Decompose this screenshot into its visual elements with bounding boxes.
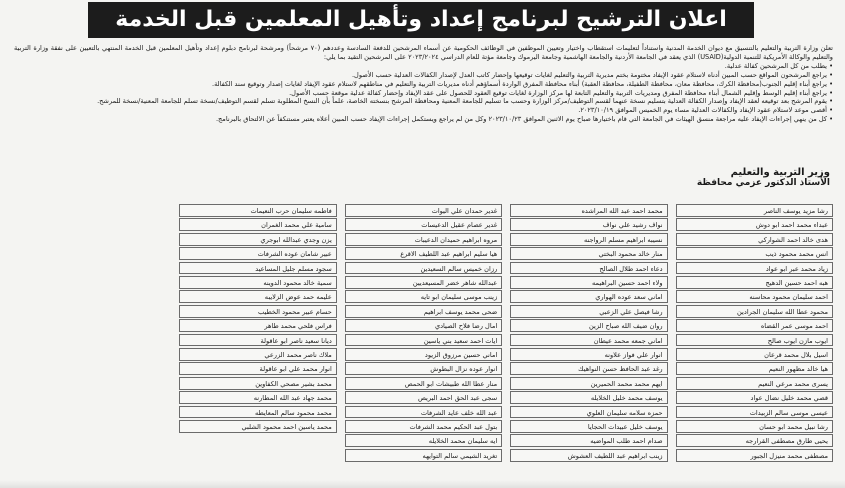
candidate-name-cell: هبه احمد حسين الدهيج — [676, 276, 833, 289]
candidate-name-cell: قصي محمد خليل نضال عواد — [676, 391, 833, 404]
minister-title: وزير التربية والتعليم — [730, 167, 830, 178]
candidate-name-cell: غدير حمدان علي اليوات — [345, 204, 502, 217]
candidate-name-cell: اماني سعد عوده الهواري — [510, 290, 667, 303]
candidate-name-cell: زياد محمد عبر ابو عواد — [676, 262, 833, 275]
candidate-name-cell: مروه ابراهيم حميدان الدعيبات — [345, 233, 502, 246]
candidate-name-cell: امال رضا فلاح الصيادي — [345, 319, 502, 332]
candidate-name-cell: محمود عطا الله سليمان الجرادين — [676, 305, 833, 318]
candidate-name-cell: غدير عصام عقيل الدعيسات — [345, 218, 502, 231]
candidate-name-cell: رزان خميس سالم السعيدين — [345, 262, 502, 275]
candidate-name-cell: محمد احمد عبد الله المراشده — [510, 204, 667, 217]
candidate-name-cell: اماني حسين مرزوق الزيود — [345, 348, 502, 361]
candidate-name-cell: عيسى موسى سالم الزبيدات — [676, 406, 833, 419]
announcement-body — [14, 44, 833, 124]
candidate-name-cell: ايهم محمد محمد الحميرين — [510, 377, 667, 390]
candidate-name-cell: ايات احمد سعيد بني ياسين — [345, 334, 502, 347]
candidate-name-cell — [510, 463, 667, 476]
candidate-name-cell: رغد عبد الحافظ حسن النواهيك — [510, 362, 667, 375]
candidate-name-cell: زينب ابراهيم عبد اللطيف العشوش — [510, 449, 667, 462]
candidate-name-cell — [179, 463, 336, 476]
bullet-item: • يراجع أبناء إقليم الجنوب(محافظة الكرك، محافظة معان، محافظة الطفيلة، محافظة العقبة) أبناء محافظة المفرق الواردة أسماؤهم أدناه مديريات التربية والتعليم في مناطقهم لاستلام عقود الإيفاد لغايات إصدار وتوقيع سند الكفالة. — [14, 80, 833, 89]
candidate-name-cell: احمد سليمان محمود محاسنه — [676, 290, 833, 303]
candidate-name-cell: رشا مزيد يوسف الناصر — [676, 204, 833, 217]
candidate-name-cell: اماني جمعه محمد عيطان — [510, 334, 667, 347]
candidate-name-cell: صدام احمد طلب المواضيه — [510, 434, 667, 447]
candidate-name-cell — [179, 434, 336, 447]
candidate-name-cell: تغريد الشيمي سالم التوايهه — [345, 449, 502, 462]
candidate-name-cell: عبير شامان عوده الشرفات — [179, 247, 336, 260]
candidate-name-cell: بتول عبد الحكيم محمد الشرفات — [345, 420, 502, 433]
candidate-name-cell: هدى خالد احمد الشواركي — [676, 233, 833, 246]
candidate-name-cell: هيا خالد مظهور النعيم — [676, 362, 833, 375]
candidate-name-cell: ولاء احمد حسين البراهيمه — [510, 276, 667, 289]
candidate-name-cell: عبد الله خلف عايد الشرفات — [345, 406, 502, 419]
bullet-item: • يراجع المرشحون المواقع حسب المبين أدناه لاستلام عقود الإيفاد مختومة بختم مديرية التربية والتعليم لغايات توقيعها وإحضار كاتب العدل لإصدار الكفالات العدلية حسب الأصول. — [14, 71, 833, 80]
candidate-name-cell — [179, 449, 336, 462]
candidate-name-cell: ديانا سعيد ناصر ابو عاقولة — [179, 334, 336, 347]
candidate-name-cell: يوسف محمد خليل الخلايله — [510, 391, 667, 404]
candidate-name-cell: احمد موسى عمر القضاه — [676, 319, 833, 332]
candidate-name-cell: ايوب مازن ايوب صالح — [676, 334, 833, 347]
candidate-name-cell: روان ضيف الله صباح الزين — [510, 319, 667, 332]
candidate-name-cell: فراس فلحي محمد طاهر — [179, 319, 336, 332]
candidate-name-cell: يوسف خليل عبيدات الحجايا — [510, 420, 667, 433]
candidate-name-cell: سامية علي محمد الغمران — [179, 218, 336, 231]
candidate-name-cell: نسيبه ابراهيم مسلم الرواجنه — [510, 233, 667, 246]
candidate-name-cell — [345, 463, 502, 476]
candidate-name-cell: انوار محمد علي ابو عاقولة — [179, 362, 336, 375]
candidate-name-cell: ايه سليمان محمد الخلايله — [345, 434, 502, 447]
candidate-name-cell: يسرى محمد مرعي النعيم — [676, 377, 833, 390]
minister-signature — [590, 168, 830, 188]
candidate-name-cell: عليمه حمد عوض الزلايبه — [179, 290, 336, 303]
candidate-name-cell: انوار عوده نزال البطوش — [345, 362, 502, 375]
candidate-name-cell: محمد بشير مصحي الكفاوين — [179, 377, 336, 390]
candidate-name-cell: يحيى طارق مصطفى القرارجه — [676, 434, 833, 447]
bullet-item: • يقوم المرشح بعد توقيعه لعقد الإيفاد وإصدار الكفالة العدلية بتسليم نسخة عنهما لقسم التوظيف/مركز الوزارة وحسب ما تسليم للجامعة المعنية ومحافظة المرشح بنسخته الخاصة، علماً بأن النسخ المطلوبة تسلم لقسم التوظيف/نسخة تسلم للجامعة المعنية/نسخة للمرشح. — [14, 97, 833, 106]
bullet-item: • يطلب من كل المرشحين كفالة عدلية. — [14, 62, 833, 71]
candidate-name-cell: رشا نبيل محمد ابو حسان — [676, 420, 833, 433]
minister-name: الأستاذ الدكتور عزمي محافظة — [696, 178, 830, 188]
candidate-name-cell: انس محمد محمود ذيب — [676, 247, 833, 260]
bullet-item: • يراجع أبناء إقليم الوسط وإقليم الشمال أبناء محافظة المفرق ومديريات التربية والتعليم التابعة لها مركز الوزارة لغايات توقيع العقود للحصول على عقد الإيفاد وإحضار كفالة عدلية موقعة حسب الأصول. — [14, 89, 833, 98]
candidate-name-cell: سمية خالد محمود الدوينه — [179, 276, 336, 289]
intro-paragraph: تعلن وزارة التربية والتعليم بالتنسيق مع ديوان الخدمة المدنية واستناداً لتعليمات استقطاب واختيار وتعيين الموظفين في الوظائف الحكومية عن أسماء المرشحين للدفعة السادسة وعددهم (٧٠ مرشحاً) ومرشحة لبرنامج دبلوم إعداد وتأهيل المعلمين قبل الخدمة المنتهي بالتعيين على نفقة وزارة التربية والتعليم والوكالة الأمريكية للتنمية الدولية(USAID) الذي يعقد في الجامعة الأردنية والجامعة الهاشمية وجامعة اليرموك وجامعة مؤتة للعام الدراسي ٢٠٢٣/٢٠٢٤ على المرشحين التقيد بما يلي: — [14, 44, 833, 61]
candidate-name-cell: حسام عبير محمود الخطيب — [179, 305, 336, 318]
candidate-name-cell: انوار علي فواز علاونه — [510, 348, 667, 361]
candidate-name-cell — [676, 463, 833, 476]
candidate-name-cell: منار خالد محمود البختي — [510, 247, 667, 260]
candidate-name-cell: اسيل بلال محمد قرعان — [676, 348, 833, 361]
candidate-name-cell: منار عطا الله طبيشات ابو الحمص — [345, 377, 502, 390]
candidate-name-cell: دعاء احمد طلال الصالح — [510, 262, 667, 275]
candidate-name-cell: عبدالله شاهر خضر المسيعديين — [345, 276, 502, 289]
bullet-item: • أقصى موعد لاستلام عقود الإيفاد والكفالات العدلية مساء يوم الخميس الموافق ٢٠٢٣/١٠/١٩. — [14, 106, 833, 115]
bullet-item: • كل من ينهي إجراءات الإيفاد عليه مراجعة منسق الهيئات في الجامعة التي قام باختيارها صباح يوم الاثنين الموافق ٢٠٢٣/١٠/٢٣ وكل من لم يراجع ويستكمل إجراءات الإيفاد حسب المبين أعلاه يعتبر مستنكفاً عن الالتحاق بالبرنامج. — [14, 115, 833, 124]
announcement-headline: اعلان الترشيح لبرنامج إعداد وتأهيل المعلمين قبل الخدمة — [88, 2, 754, 38]
candidate-name-cell: محمد جهاد عبد الله المطارنه — [179, 391, 336, 404]
candidate-name-cell: رشا فيصل علي الزعبي — [510, 305, 667, 318]
page-shadow — [0, 480, 845, 488]
candidate-name-cell: ملاك ناصر محمد الزرعي — [179, 348, 336, 361]
candidate-name-cell: يزن وجدي عبدالله ابوجري — [179, 233, 336, 246]
candidate-name-cell: نواف رشيد علي نواف — [510, 218, 667, 231]
candidate-name-cell: محمد ياسين احمد محمود الشلبي — [179, 420, 336, 433]
candidates-names-grid — [14, 204, 833, 476]
candidate-name-cell: سجود مسلم جليل المساعيد — [179, 262, 336, 275]
candidate-name-cell: زينب موسى سليمان ابو تايه — [345, 290, 502, 303]
candidate-name-cell: محمد محمود سالم المعايطه — [179, 406, 336, 419]
candidate-name-cell: هيا سليم ابراهيم عبد اللطيف الاقرع — [345, 247, 502, 260]
candidate-name-cell: عبداء محمد احمد ابو دوش — [676, 218, 833, 231]
candidate-name-cell: ضحى محمد يوسف ابراهيم — [345, 305, 502, 318]
candidate-name-cell: فاطمه سليمان حرب النعيمات — [179, 204, 336, 217]
candidate-name-cell: مصطفى محمد منيزل الجبور — [676, 449, 833, 462]
candidate-name-cell: سجى عبد الحق احمد البريص — [345, 391, 502, 404]
candidate-name-cell: حمزه سلامه سليمان العلوي — [510, 406, 667, 419]
